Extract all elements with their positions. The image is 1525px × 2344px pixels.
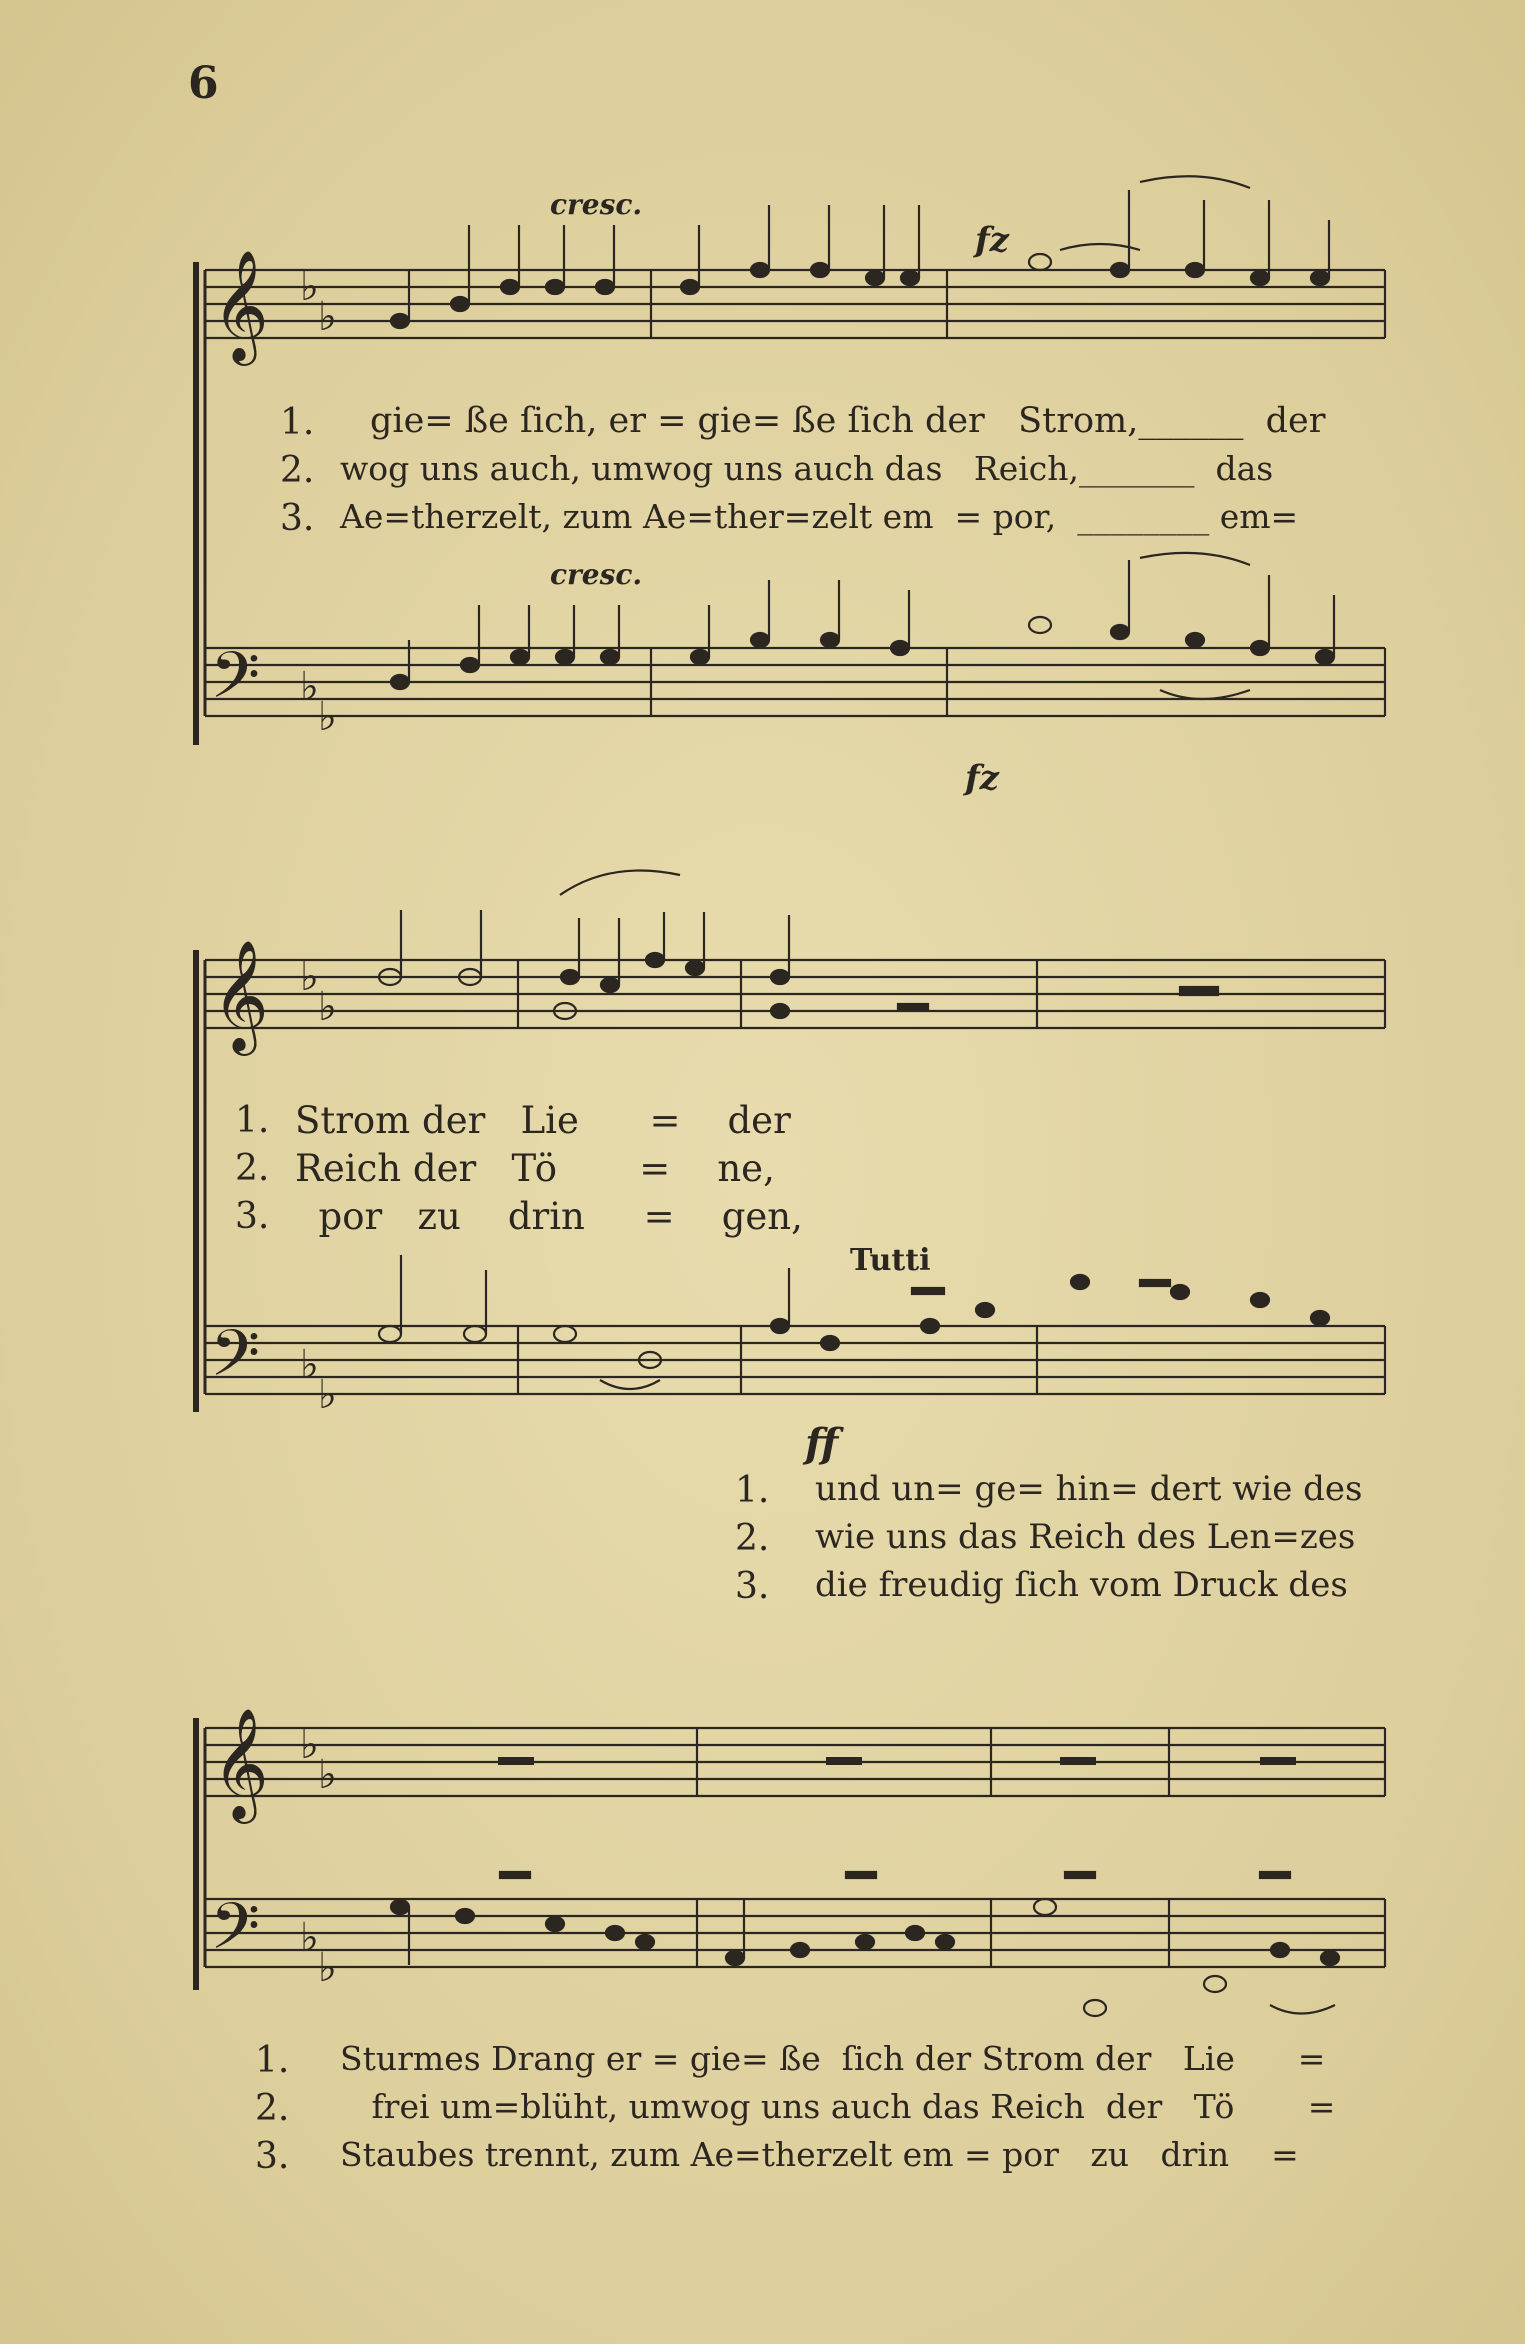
verse-number: 3. xyxy=(255,2136,290,2177)
treble-clef-icon: 𝄞 xyxy=(212,249,269,361)
dynamic-fz-2: fz xyxy=(965,758,999,798)
verse-number: 2. xyxy=(280,450,315,491)
verse-number: 1. xyxy=(735,1470,770,1511)
lyric-line: Sturmes Drang er = gie= ße ſich der Strom der Lie = xyxy=(340,2039,1326,2078)
svg-text:♭: ♭ xyxy=(300,954,319,1000)
verse-number: 2. xyxy=(255,2088,290,2129)
svg-text:𝄢: 𝄢 xyxy=(210,1317,261,1407)
svg-text:♭: ♭ xyxy=(318,1372,337,1418)
verse-number: 3. xyxy=(280,498,315,539)
lyric-line: gie= ße ſich, er = gie= ße ſich der Strom,______ der xyxy=(370,401,1326,441)
system-3-treble-staff xyxy=(205,1728,1385,1796)
lyric-line: por zu drin = gen, xyxy=(295,1195,803,1238)
system-2-bass-staff xyxy=(205,1326,1385,1394)
svg-text:♭: ♭ xyxy=(318,694,337,740)
lyric-line: und un= ge= hin= dert wie des xyxy=(815,1469,1363,1509)
dynamic-fz-1: fz xyxy=(975,220,1009,260)
lyric-line: die freudig ſich vom Druck des xyxy=(815,1565,1348,1605)
lyric-line: wog uns auch, umwog uns auch das Reich,_______ das xyxy=(340,449,1274,488)
verse-number: 3. xyxy=(735,1566,770,1607)
verse-number: 1. xyxy=(255,2040,290,2081)
lyric-line: Reich der Tö = ne, xyxy=(295,1147,775,1190)
svg-text:♭: ♭ xyxy=(318,294,337,340)
verse-number: 2. xyxy=(235,1148,270,1189)
svg-text:♭: ♭ xyxy=(318,1752,337,1798)
svg-text:𝄞: 𝄞 xyxy=(212,1707,269,1819)
verse-number: 1. xyxy=(235,1100,270,1141)
svg-text:♭: ♭ xyxy=(318,1945,337,1991)
verse-number: 1. xyxy=(280,402,315,443)
lyric-line: Ae=therzelt, zum Ae=ther=zelt em = por, ________ em= xyxy=(340,497,1299,536)
svg-text:𝄞: 𝄞 xyxy=(212,939,269,1051)
lyric-line: wie uns das Reich des Len=zes xyxy=(815,1517,1356,1557)
svg-text:♭: ♭ xyxy=(300,664,319,710)
tutti-label: Tutti xyxy=(850,1243,931,1278)
verse-number: 3. xyxy=(235,1196,270,1237)
svg-text:♭: ♭ xyxy=(300,1342,319,1388)
system-1-treble-staff xyxy=(205,270,1385,338)
svg-text:♭: ♭ xyxy=(300,1915,319,1961)
svg-text:♭: ♭ xyxy=(318,984,337,1030)
lyric-line: frei um=blüht, umwog uns auch das Reich der Tö = xyxy=(340,2087,1336,2126)
lyric-line: Staubes trennt, zum Ae=therzelt em = por zu drin = xyxy=(340,2135,1299,2174)
svg-text:♭: ♭ xyxy=(300,1722,319,1768)
verse-number: 2. xyxy=(735,1518,770,1559)
flat-icon: ♭ xyxy=(300,264,319,310)
dynamic-cresc-1: cresc. xyxy=(550,188,643,221)
dynamic-cresc-2: cresc. xyxy=(550,558,643,591)
svg-text:𝄢: 𝄢 xyxy=(210,1890,261,1980)
page-number: 6 xyxy=(188,58,219,109)
bass-clef-icon: 𝄢 xyxy=(210,639,261,729)
dynamic-ff: ff xyxy=(805,1420,839,1467)
lyric-line: Strom der Lie = der xyxy=(295,1099,791,1142)
system-1-bass-staff xyxy=(205,648,1385,716)
